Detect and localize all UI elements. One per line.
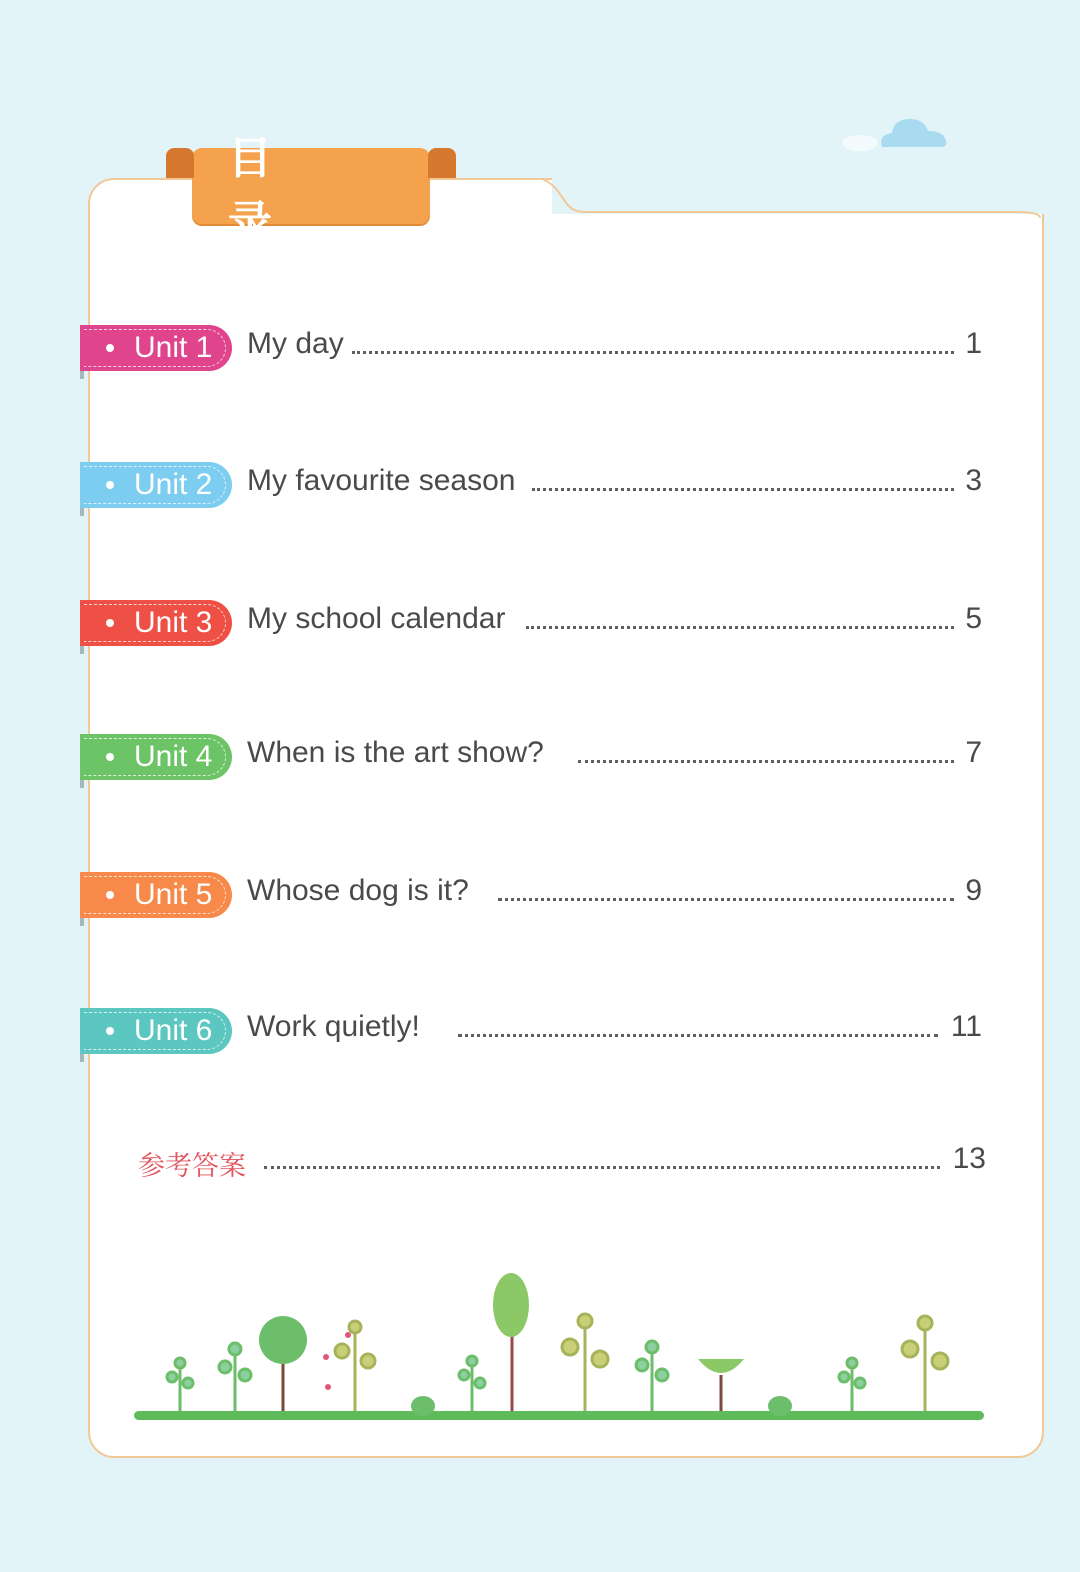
entry-title: Work quietly!	[247, 1010, 420, 1043]
unit-badge	[80, 462, 232, 508]
toc-row-answers[interactable]	[138, 1140, 990, 1190]
bullet-dot	[106, 891, 114, 899]
page-number: 9	[965, 874, 982, 907]
dot-leader	[498, 898, 954, 901]
page-number: 7	[965, 736, 982, 769]
toc-row[interactable]	[80, 325, 990, 375]
answer-label: 参考答案	[138, 1151, 246, 1182]
bullet-dot	[106, 1027, 114, 1035]
unit-badge	[80, 734, 232, 780]
unit-label: Unit 1	[134, 331, 213, 364]
bullet-dot	[106, 344, 114, 352]
dot-leader	[458, 1034, 938, 1037]
toc-row[interactable]	[80, 872, 990, 922]
page-title: 目 录	[228, 133, 308, 248]
entry-title: My favourite season	[247, 464, 516, 497]
dot-leader	[532, 488, 954, 491]
page-number: 3	[965, 464, 982, 497]
page-number: 11	[950, 1010, 982, 1043]
bullet-dot	[106, 481, 114, 489]
entry-title: When is the art show?	[247, 736, 544, 769]
unit-label: Unit 2	[134, 468, 213, 501]
entry-title: Whose dog is it?	[247, 874, 469, 907]
unit-label: Unit 3	[134, 606, 213, 639]
dot-leader	[264, 1166, 940, 1169]
entry-title: My school calendar	[247, 602, 506, 635]
page-number: 1	[965, 327, 982, 360]
plants-illustration	[130, 1265, 990, 1435]
unit-label: Unit 6	[134, 1014, 213, 1047]
toc-row[interactable]	[80, 462, 990, 512]
cloud-icon	[840, 105, 960, 155]
unit-badge	[80, 872, 232, 918]
unit-badge	[80, 600, 232, 646]
toc-row[interactable]	[80, 734, 990, 784]
toc-row[interactable]	[80, 1008, 990, 1058]
page-number: 5	[965, 602, 982, 635]
dot-leader	[352, 351, 954, 354]
card-notch-border	[535, 178, 1045, 218]
bullet-dot	[106, 753, 114, 761]
unit-badge	[80, 1008, 232, 1054]
unit-label: Unit 4	[134, 740, 213, 773]
dot-leader	[578, 760, 954, 763]
dot-leader	[526, 626, 954, 629]
unit-label: Unit 5	[134, 878, 213, 911]
title-tab	[192, 133, 430, 248]
page-number: 13	[952, 1142, 986, 1175]
entry-title: My day	[247, 327, 344, 360]
bullet-dot	[106, 619, 114, 627]
unit-badge	[80, 325, 232, 371]
toc-row[interactable]	[80, 600, 990, 650]
